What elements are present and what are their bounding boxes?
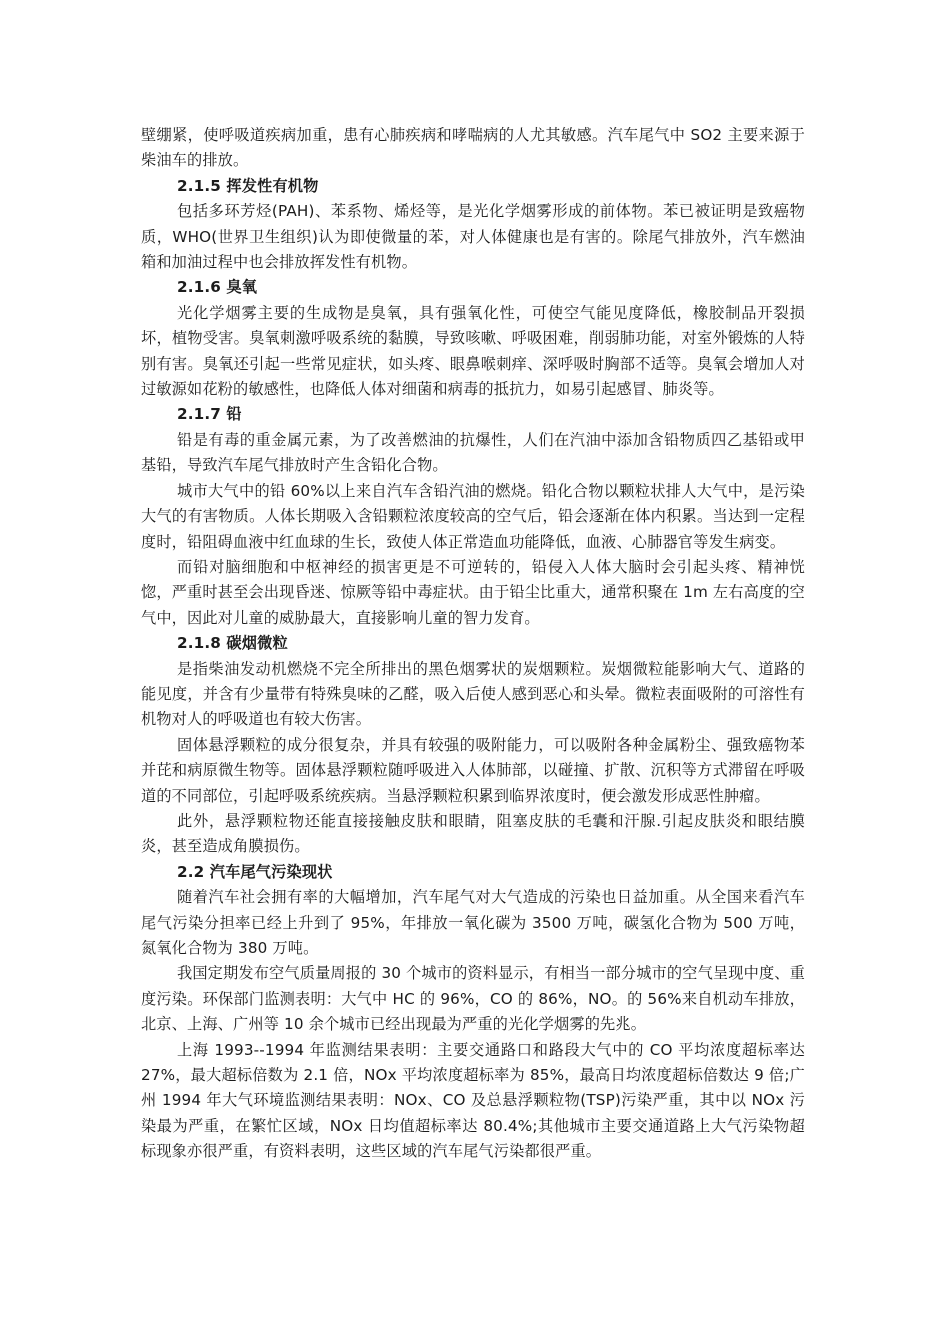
- paragraph: 上海 1993--1994 年监测结果表明：主要交通路口和路段大气中的 CO 平均浓度超标率达 27%，最大超标倍数为 2.1 倍，NOx 平均浓度超标率为 85%，最高日均浓度超标倍数达 9 倍;广州 1994 年大气环境监测结果表明：NOx、CO 及总悬浮颗粒物(TSP)污染严重，其中以 NOx 污染最为严重，在繁忙区域，NOx 日均值超标率达 80.4%;其他城市主要交通道路上大气污染物超标现象亦很严重，有资料表明，这些区域的汽车尾气污染都很严重。: [141, 1040, 805, 1161]
- paragraph: 铅是有毒的重金属元素，为了改善燃油的抗爆性，人们在汽油中添加含铅物质四乙基铅或甲基铅，导致汽车尾气排放时产生含铅化合物。: [141, 430, 805, 475]
- section-heading: 2.2 汽车尾气污染现状: [177, 862, 333, 881]
- paragraph: 包括多环芳烃(PAH)、苯系物、烯烃等，是光化学烟雾形成的前体物。苯已被证明是致癌物质，WHO(世界卫生组织)认为即使微量的苯，对人体健康也是有害的。除尾气排放外，汽车燃油箱和加油过程中也会排放挥发性有机物。: [141, 202, 805, 272]
- document-body: [141, 123, 805, 1165]
- paragraph: 光化学烟雾主要的生成物是臭氧，具有强氧化性，可使空气能见度降低，橡胶制品开裂损坏，植物受害。臭氧刺激呼吸系统的黏膜，导致咳嗽、呼吸困难，削弱肺功能，对室外锻炼的人特别有害。臭氧还引起一些常见症状，如头疼、眼鼻喉刺痒、深呼吸时胸部不适等。臭氧会增加人对过敏源如花粉的敏感性，也降低人体对细菌和病毒的抵抗力，如易引起感冒、肺炎等。: [141, 303, 805, 399]
- section-heading: 2.1.8 碳烟微粒: [177, 634, 288, 653]
- paragraph: 固体悬浮颗粒的成分很复杂，并具有较强的吸附能力，可以吸附各种金属粉尘、强致癌物苯并芘和病原微生物等。固体悬浮颗粒随呼吸进入人体肺部，以碰撞、扩散、沉积等方式滞留在呼吸道的不同部位，引起呼吸系统疾病。当悬浮颗粒积累到临界浓度时，便会激发形成恶性肿瘤。: [141, 735, 805, 805]
- paragraph: 城市大气中的铅 60%以上来自汽车含铅汽油的燃烧。铅化合物以颗粒状排人大气中，是污染大气的有害物质。人体长期吸入含铅颗粒浓度较高的空气后，铅会逐渐在体内积累。当达到一定程度时，铅阻碍血液中红血球的生长，致使人体正常造血功能降低，血液、心肺器官等发生病变。: [141, 481, 805, 551]
- paragraph: 我国定期发布空气质量周报的 30 个城市的资料显示，有相当一部分城市的空气呈现中度、重度污染。环保部门监测表明：大气中 HC 的 96%，CO 的 86%，NO。的 56%来自机动车排放，北京、上海、广州等 10 余个城市已经出现最为严重的光化学烟雾的先兆。: [141, 964, 805, 1034]
- paragraph: 是指柴油发动机燃烧不完全所排出的黑色烟雾状的炭烟颗粒。炭烟微粒能影响大气、道路的能见度，并含有少量带有特殊臭味的乙醛，吸入后使人感到恶心和头晕。微粒表面吸附的可溶性有机物对人的呼吸道也有较大伤害。: [141, 659, 805, 729]
- section-heading: 2.1.7 铅: [177, 405, 242, 424]
- paragraph: 随着汽车社会拥有率的大幅增加，汽车尾气对大气造成的污染也日益加重。从全国来看汽车尾气污染分担率已经上升到了 95%，年排放一氧化碳为 3500 万吨，碳氢化合物为 500 万吨，氮氧化合物为 380 万吨。: [141, 888, 805, 957]
- section-heading: 2.1.6 臭氧: [177, 278, 258, 297]
- paragraph: 此外，悬浮颗粒物还能直接接触皮肤和眼睛，阻塞皮肤的毛囊和汗腺.引起皮肤炎和眼结膜炎，甚至造成角膜损伤。: [141, 811, 805, 856]
- section-heading: 2.1.5 挥发性有机物: [177, 176, 319, 195]
- paragraph: 壁绷紧，使呼吸道疾病加重，患有心肺疾病和哮喘病的人尤其敏感。汽车尾气中 SO2 主要来源于柴油车的排放。: [141, 126, 805, 170]
- paragraph: 而铅对脑细胞和中枢神经的损害更是不可逆转的，铅侵入人体大脑时会引起头疼、精神恍惚，严重时甚至会出现昏迷、惊厥等铅中毒症状。由于铅尘比重大，通常积聚在 1m 左右高度的空气中，因此对儿童的威胁最大，直接影响儿童的智力发育。: [141, 557, 805, 627]
